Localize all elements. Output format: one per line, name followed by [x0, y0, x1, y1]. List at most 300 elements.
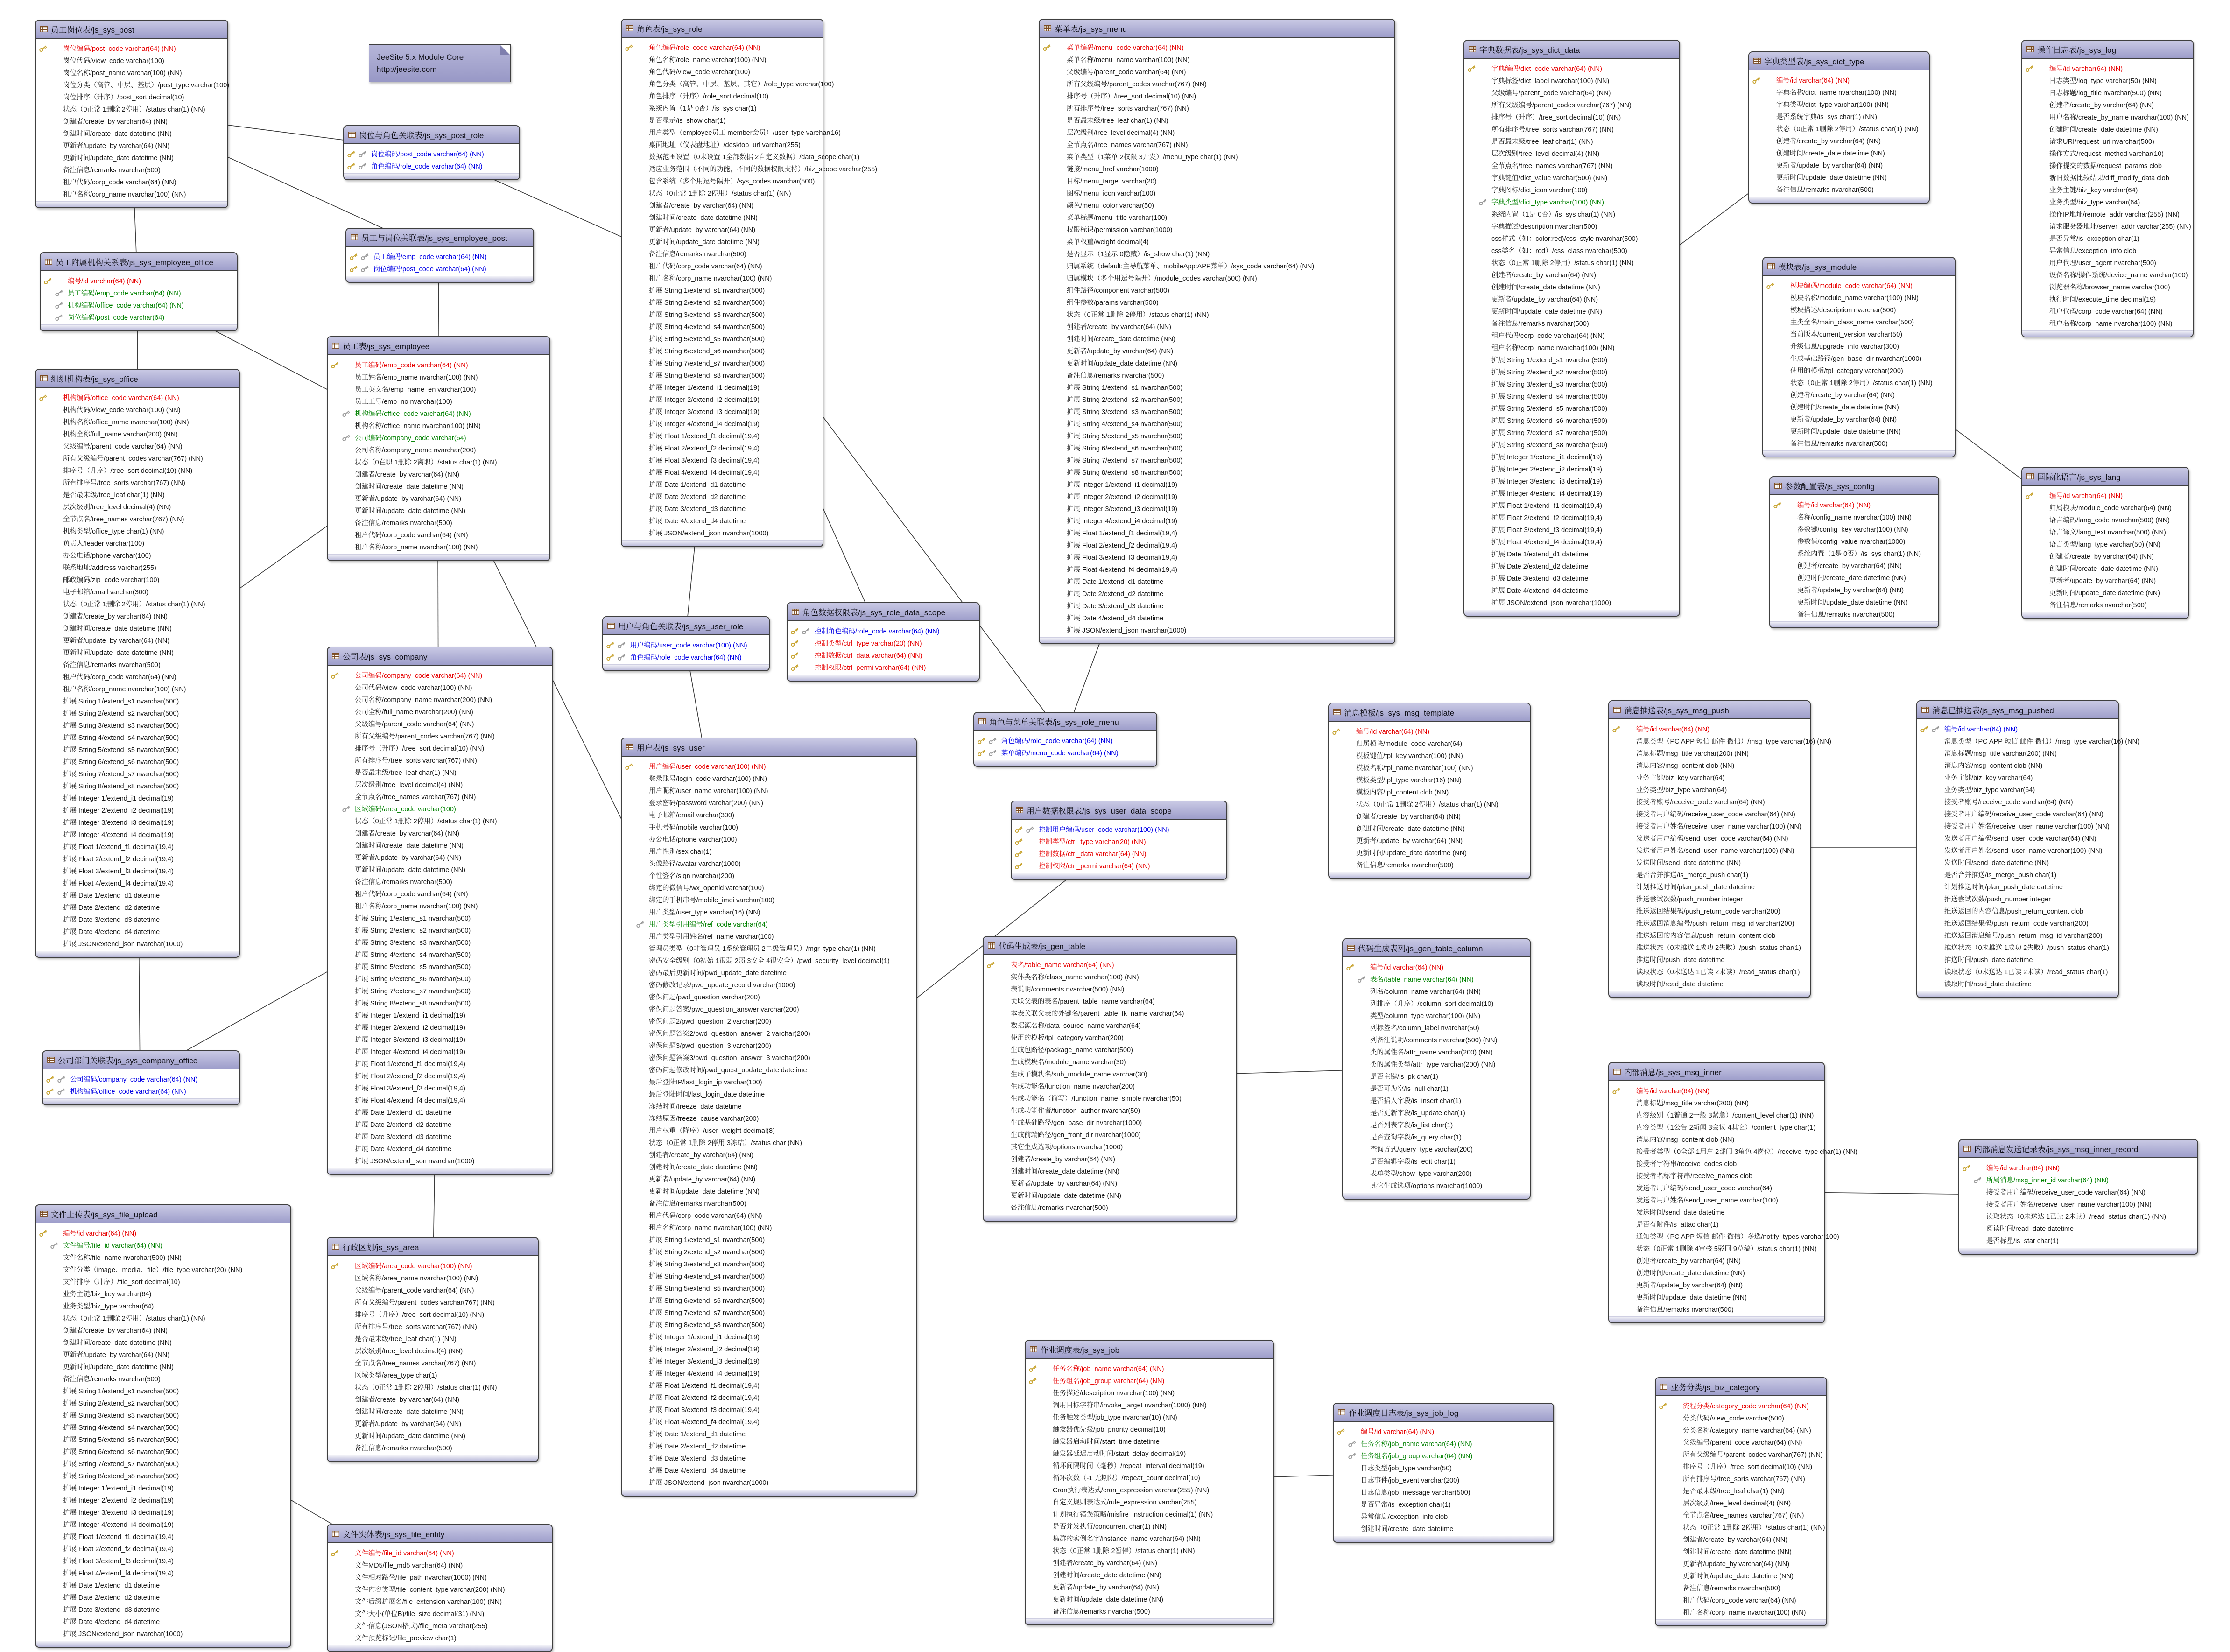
table-row[interactable]	[1042, 369, 1391, 381]
table-row[interactable]	[1346, 1179, 1526, 1191]
table-row[interactable]	[1773, 559, 1935, 571]
table-row[interactable]	[625, 102, 819, 114]
table-row[interactable]	[1773, 523, 1935, 535]
table-row[interactable]	[1028, 1399, 1269, 1411]
table-row[interactable]	[331, 997, 548, 1009]
table-row[interactable]	[1612, 965, 1806, 977]
table-row[interactable]	[625, 893, 912, 906]
table-row[interactable]	[625, 1076, 912, 1088]
table-row[interactable]	[625, 1294, 912, 1306]
table-row[interactable]	[1920, 977, 2114, 990]
table-row[interactable]	[1920, 783, 2114, 795]
entity-js_sys_user_role[interactable]	[602, 616, 770, 671]
table-row[interactable]	[331, 827, 548, 839]
table-row[interactable]	[1042, 90, 1391, 102]
entity-header[interactable]	[788, 603, 979, 621]
table-row[interactable]	[2025, 135, 2189, 147]
table-row[interactable]	[625, 454, 819, 466]
table-row[interactable]	[331, 839, 548, 851]
table-row[interactable]	[331, 383, 546, 395]
table-row[interactable]	[39, 1287, 287, 1300]
table-row[interactable]	[2025, 317, 2189, 329]
table-row[interactable]	[1766, 352, 1951, 364]
entity-js_sys_file_upload[interactable]	[35, 1204, 291, 1648]
table-row[interactable]	[625, 1391, 912, 1403]
table-row[interactable]	[606, 639, 765, 651]
table-row[interactable]	[1467, 98, 1675, 111]
table-row[interactable]	[1042, 199, 1391, 211]
table-row[interactable]	[1773, 547, 1935, 559]
table-row[interactable]	[1612, 953, 1806, 965]
table-row[interactable]	[1467, 511, 1675, 523]
table-row[interactable]	[331, 1547, 548, 1559]
table-row[interactable]	[1467, 62, 1675, 74]
table-row[interactable]	[39, 525, 235, 537]
table-row[interactable]	[331, 1154, 548, 1167]
table-row[interactable]	[331, 419, 546, 431]
table-row[interactable]	[1028, 1362, 1269, 1374]
table-row[interactable]	[1467, 341, 1675, 353]
table-row[interactable]	[1467, 366, 1675, 378]
table-row[interactable]	[986, 1055, 1232, 1068]
table-row[interactable]	[1042, 502, 1391, 514]
table-row[interactable]	[2025, 305, 2189, 317]
table-row[interactable]	[625, 90, 819, 102]
table-row[interactable]	[331, 1130, 548, 1142]
table-row[interactable]	[625, 1185, 912, 1197]
entity-js_sys_area[interactable]	[327, 1237, 539, 1462]
table-row[interactable]	[1042, 175, 1391, 187]
table-row[interactable]	[39, 1312, 287, 1324]
table-row[interactable]	[2025, 159, 2189, 171]
table-row[interactable]	[331, 1284, 534, 1296]
table-row[interactable]	[1467, 548, 1675, 560]
table-row[interactable]	[1014, 847, 1223, 859]
table-row[interactable]	[331, 1619, 548, 1631]
table-row[interactable]	[1467, 86, 1675, 98]
table-row[interactable]	[39, 488, 235, 500]
table-row[interactable]	[1612, 1291, 1820, 1303]
table-row[interactable]	[331, 468, 546, 480]
table-row[interactable]	[1612, 1194, 1820, 1206]
table-row[interactable]	[331, 766, 548, 778]
entity-header[interactable]	[346, 229, 533, 247]
entity-js_sys_post[interactable]	[35, 20, 228, 208]
table-row[interactable]	[43, 274, 233, 287]
table-row[interactable]	[625, 1221, 912, 1233]
entity-js_sys_employee_post[interactable]	[345, 228, 534, 283]
table-row[interactable]	[39, 925, 235, 937]
table-row[interactable]	[1042, 429, 1391, 442]
table-row[interactable]	[347, 148, 515, 160]
table-row[interactable]	[625, 1343, 912, 1355]
table-row[interactable]	[1659, 1484, 1822, 1497]
table-row[interactable]	[1028, 1593, 1269, 1605]
table-row[interactable]	[39, 707, 235, 719]
table-row[interactable]	[1042, 575, 1391, 587]
table-row[interactable]	[331, 541, 546, 553]
table-row[interactable]	[331, 1082, 548, 1094]
table-row[interactable]	[625, 53, 819, 65]
table-row[interactable]	[2025, 123, 2189, 135]
table-row[interactable]	[331, 456, 546, 468]
table-row[interactable]	[1962, 1198, 2194, 1210]
table-row[interactable]	[39, 1615, 287, 1627]
table-row[interactable]	[331, 705, 548, 717]
table-row[interactable]	[1612, 893, 1806, 905]
table-row[interactable]	[331, 1381, 534, 1393]
table-row[interactable]	[625, 1464, 912, 1476]
table-row[interactable]	[1346, 1167, 1526, 1179]
table-row[interactable]	[331, 516, 546, 528]
table-row[interactable]	[39, 1251, 287, 1263]
table-row[interactable]	[986, 983, 1232, 995]
table-row[interactable]	[46, 1073, 235, 1085]
table-row[interactable]	[331, 815, 548, 827]
table-row[interactable]	[1773, 608, 1935, 620]
table-row[interactable]	[1337, 1437, 1549, 1449]
table-row[interactable]	[1346, 1021, 1526, 1033]
table-row[interactable]	[331, 371, 546, 383]
table-row[interactable]	[1920, 965, 2114, 977]
table-row[interactable]	[1346, 997, 1526, 1009]
table-row[interactable]	[39, 1421, 287, 1433]
table-row[interactable]	[331, 863, 548, 875]
table-row[interactable]	[625, 1452, 912, 1464]
table-row[interactable]	[625, 199, 819, 211]
table-row[interactable]	[1766, 425, 1951, 437]
table-row[interactable]	[1773, 571, 1935, 583]
entity-header[interactable]	[1026, 1341, 1273, 1359]
table-row[interactable]	[1659, 1399, 1822, 1412]
table-row[interactable]	[2025, 513, 2184, 526]
table-row[interactable]	[625, 514, 819, 527]
table-row[interactable]	[1042, 587, 1391, 599]
table-row[interactable]	[1332, 786, 1526, 798]
table-row[interactable]	[1346, 1143, 1526, 1155]
table-row[interactable]	[1042, 211, 1391, 223]
entity-js_sys_msg_template[interactable]	[1328, 703, 1531, 879]
table-row[interactable]	[1467, 196, 1675, 208]
table-row[interactable]	[2025, 538, 2184, 550]
entity-js_sys_file_entity[interactable]	[327, 1524, 553, 1652]
table-row[interactable]	[1467, 378, 1675, 390]
table-row[interactable]	[1766, 303, 1951, 316]
table-row[interactable]	[1467, 475, 1675, 487]
table-row[interactable]	[1346, 1058, 1526, 1070]
table-row[interactable]	[43, 311, 233, 323]
table-row[interactable]	[1042, 527, 1391, 539]
table-row[interactable]	[625, 1415, 912, 1427]
table-row[interactable]	[331, 1357, 534, 1369]
table-row[interactable]	[625, 869, 912, 881]
table-row[interactable]	[1612, 820, 1806, 832]
table-row[interactable]	[39, 1554, 287, 1567]
table-row[interactable]	[331, 492, 546, 504]
table-row[interactable]	[1920, 820, 2114, 832]
table-row[interactable]	[625, 527, 819, 539]
table-row[interactable]	[2025, 244, 2189, 256]
table-row[interactable]	[331, 754, 548, 766]
entity-header[interactable]	[2022, 41, 2193, 59]
table-row[interactable]	[1920, 905, 2114, 917]
table-row[interactable]	[39, 598, 235, 610]
table-row[interactable]	[625, 417, 819, 429]
table-row[interactable]	[1337, 1486, 1549, 1498]
table-row[interactable]	[331, 790, 548, 802]
table-row[interactable]	[331, 1308, 534, 1320]
entity-header[interactable]	[622, 738, 916, 757]
table-row[interactable]	[625, 1245, 912, 1258]
table-row[interactable]	[1346, 1009, 1526, 1021]
table-row[interactable]	[625, 442, 819, 454]
table-row[interactable]	[39, 1627, 287, 1639]
table-row[interactable]	[1612, 1097, 1820, 1109]
table-row[interactable]	[1346, 961, 1526, 973]
table-row[interactable]	[331, 1393, 534, 1405]
table-row[interactable]	[39, 1324, 287, 1336]
table-row[interactable]	[331, 1057, 548, 1069]
table-row[interactable]	[1467, 402, 1675, 414]
table-row[interactable]	[39, 719, 235, 731]
table-row[interactable]	[1659, 1557, 1822, 1569]
table-row[interactable]	[1467, 596, 1675, 608]
table-row[interactable]	[331, 1559, 548, 1571]
table-row[interactable]	[1612, 1084, 1820, 1097]
table-row[interactable]	[625, 1403, 912, 1415]
table-row[interactable]	[1042, 551, 1391, 563]
table-row[interactable]	[986, 1092, 1232, 1104]
table-row[interactable]	[331, 359, 546, 371]
table-row[interactable]	[39, 792, 235, 804]
entity-header[interactable]	[1609, 701, 1810, 719]
table-row[interactable]	[39, 828, 235, 840]
table-row[interactable]	[625, 966, 912, 978]
entity-js_gen_table[interactable]	[983, 936, 1237, 1222]
table-row[interactable]	[331, 407, 546, 419]
table-row[interactable]	[1332, 846, 1526, 858]
table-row[interactable]	[1612, 977, 1806, 990]
table-row[interactable]	[2025, 171, 2189, 183]
table-row[interactable]	[1612, 1109, 1820, 1121]
table-row[interactable]	[1042, 381, 1391, 393]
table-row[interactable]	[1612, 1133, 1820, 1145]
table-row[interactable]	[39, 1348, 287, 1360]
table-row[interactable]	[1337, 1522, 1549, 1534]
table-row[interactable]	[1659, 1412, 1822, 1424]
table-row[interactable]	[1042, 539, 1391, 551]
table-row[interactable]	[2025, 562, 2184, 574]
table-row[interactable]	[1612, 880, 1806, 893]
table-row[interactable]	[625, 942, 912, 954]
table-row[interactable]	[625, 833, 912, 845]
table-row[interactable]	[39, 176, 224, 188]
table-row[interactable]	[625, 77, 834, 90]
table-row[interactable]	[1467, 535, 1675, 548]
table-row[interactable]	[625, 1197, 912, 1209]
table-row[interactable]	[39, 1336, 287, 1348]
table-row[interactable]	[1920, 795, 2114, 808]
table-row[interactable]	[331, 1272, 534, 1284]
table-row[interactable]	[39, 1263, 287, 1275]
table-row[interactable]	[1612, 856, 1806, 868]
table-row[interactable]	[1659, 1448, 1822, 1460]
table-row[interactable]	[625, 150, 860, 162]
table-row[interactable]	[39, 66, 224, 78]
table-row[interactable]	[1042, 223, 1391, 235]
entity-header[interactable]	[36, 21, 227, 39]
table-row[interactable]	[331, 960, 548, 972]
table-row[interactable]	[986, 958, 1232, 970]
table-row[interactable]	[1332, 761, 1526, 773]
table-row[interactable]	[2025, 74, 2189, 86]
entity-js_sys_dict_type[interactable]	[1748, 51, 1930, 204]
table-row[interactable]	[1612, 1169, 1820, 1181]
table-row[interactable]	[625, 1427, 912, 1440]
table-row[interactable]	[625, 332, 819, 344]
table-row[interactable]	[625, 1367, 912, 1379]
table-row[interactable]	[625, 65, 819, 77]
entity-js_sys_menu[interactable]	[1039, 19, 1395, 644]
table-row[interactable]	[1773, 499, 1935, 511]
table-row[interactable]	[625, 1124, 912, 1136]
entity-js_sys_role[interactable]	[621, 19, 878, 547]
table-row[interactable]	[1042, 138, 1391, 150]
table-row[interactable]	[625, 857, 912, 869]
table-row[interactable]	[625, 1112, 912, 1124]
table-row[interactable]	[625, 954, 912, 966]
table-row[interactable]	[1920, 808, 2114, 820]
table-row[interactable]	[331, 1344, 534, 1357]
table-row[interactable]	[43, 287, 233, 299]
table-row[interactable]	[39, 913, 235, 925]
table-row[interactable]	[1659, 1424, 1822, 1436]
table-row[interactable]	[986, 1128, 1232, 1140]
table-row[interactable]	[1773, 596, 1935, 608]
table-row[interactable]	[1346, 1070, 1526, 1082]
table-row[interactable]	[331, 431, 546, 443]
entity-js_sys_company[interactable]	[327, 647, 553, 1175]
entity-header[interactable]	[36, 370, 239, 388]
table-row[interactable]	[1612, 917, 1806, 929]
table-row[interactable]	[625, 1027, 912, 1039]
table-row[interactable]	[39, 1542, 287, 1554]
table-row[interactable]	[2025, 147, 2189, 159]
entity-js_sys_job[interactable]	[1025, 1340, 1274, 1625]
table-row[interactable]	[39, 1300, 287, 1312]
table-row[interactable]	[625, 502, 819, 514]
table-row[interactable]	[625, 308, 819, 320]
table-row[interactable]	[625, 429, 819, 442]
table-row[interactable]	[331, 1320, 534, 1332]
table-row[interactable]	[625, 881, 912, 893]
table-row[interactable]	[39, 780, 235, 792]
table-row[interactable]	[1346, 1131, 1526, 1143]
table-row[interactable]	[1028, 1386, 1269, 1399]
table-row[interactable]	[625, 138, 819, 150]
table-row[interactable]	[1042, 612, 1391, 624]
table-row[interactable]	[331, 1069, 548, 1082]
entity-js_sys_company_office[interactable]	[42, 1050, 240, 1105]
table-row[interactable]	[1612, 1181, 1820, 1194]
table-row[interactable]	[1659, 1497, 1822, 1509]
table-row[interactable]	[625, 1088, 912, 1100]
table-row[interactable]	[39, 415, 235, 428]
table-row[interactable]	[39, 91, 224, 103]
table-row[interactable]	[986, 1116, 1232, 1128]
table-row[interactable]	[331, 1332, 534, 1344]
entity-js_sys_office[interactable]	[35, 369, 240, 958]
table-row[interactable]	[1467, 572, 1675, 584]
table-row[interactable]	[1766, 388, 1951, 401]
table-row[interactable]	[625, 1015, 912, 1027]
table-row[interactable]	[331, 504, 546, 516]
table-row[interactable]	[1346, 1106, 1526, 1118]
entity-js_sys_user_data_scope[interactable]	[1011, 801, 1227, 880]
table-row[interactable]	[2025, 208, 2189, 220]
table-row[interactable]	[1337, 1425, 1549, 1437]
table-row[interactable]	[2025, 293, 2189, 305]
table-row[interactable]	[1467, 135, 1675, 147]
table-row[interactable]	[625, 930, 912, 942]
table-row[interactable]	[1467, 426, 1675, 438]
table-row[interactable]	[331, 528, 546, 541]
table-row[interactable]	[39, 428, 235, 440]
entity-js_sys_dict_data[interactable]	[1463, 40, 1680, 617]
table-row[interactable]	[986, 1165, 1232, 1177]
table-row[interactable]	[1612, 808, 1806, 820]
table-row[interactable]	[1752, 147, 1925, 159]
entity-header[interactable]	[1329, 703, 1530, 722]
table-row[interactable]	[1042, 102, 1391, 114]
table-row[interactable]	[625, 247, 819, 260]
entity-header[interactable]	[328, 647, 552, 666]
table-row[interactable]	[1332, 822, 1526, 834]
table-row[interactable]	[39, 1239, 287, 1251]
table-row[interactable]	[39, 889, 235, 901]
table-row[interactable]	[39, 743, 235, 755]
table-row[interactable]	[625, 1379, 912, 1391]
table-row[interactable]	[625, 784, 912, 796]
table-row[interactable]	[1042, 332, 1391, 344]
table-row[interactable]	[39, 865, 235, 877]
table-row[interactable]	[1612, 929, 1806, 941]
table-row[interactable]	[1028, 1544, 1269, 1556]
table-row[interactable]	[39, 163, 224, 176]
table-row[interactable]	[1920, 868, 2114, 880]
table-row[interactable]	[2025, 98, 2189, 111]
table-row[interactable]	[1612, 735, 1831, 747]
table-row[interactable]	[625, 1355, 912, 1367]
entity-js_sys_module[interactable]	[1762, 257, 1956, 457]
table-row[interactable]	[1612, 783, 1806, 795]
table-row[interactable]	[1766, 279, 1951, 291]
table-row[interactable]	[606, 651, 765, 663]
table-row[interactable]	[1752, 134, 1925, 147]
table-row[interactable]	[1467, 268, 1675, 281]
table-row[interactable]	[39, 573, 235, 585]
table-row[interactable]	[1920, 929, 2114, 941]
table-row[interactable]	[1042, 357, 1391, 369]
table-row[interactable]	[1042, 260, 1391, 272]
table-row[interactable]	[1346, 1155, 1526, 1167]
table-row[interactable]	[43, 299, 233, 311]
table-row[interactable]	[331, 802, 548, 815]
table-row[interactable]	[1920, 880, 2114, 893]
table-row[interactable]	[625, 260, 819, 272]
table-row[interactable]	[1659, 1521, 1825, 1533]
table-row[interactable]	[1028, 1532, 1269, 1544]
